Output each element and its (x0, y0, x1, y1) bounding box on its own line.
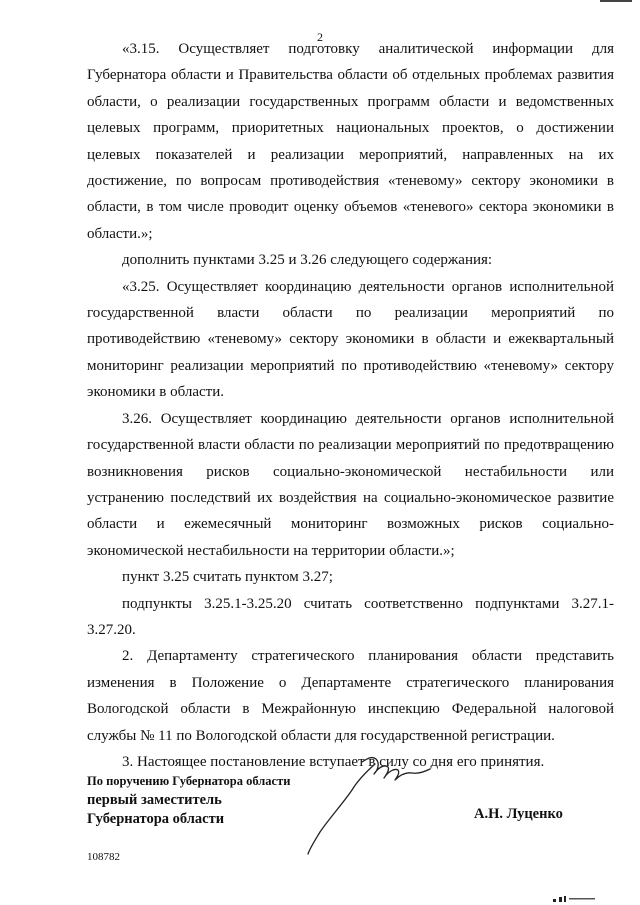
paragraph-3-15: «3.15. Осуществляет подготовку аналитической информации для Губернатора области и Правительства области об отдельных проблемах развития области, о реализации государственных программ области и ведомственных целевых программ, приоритетных национальных проектов, о достижении целевых показателей и реализации мероприятий, направленных на их достижение, по вопросам противодействия «теневому» сектору экономики в области, в том числе проводит оценку объемов «теневого» сектора экономики в области.»; (87, 41, 614, 242)
paragraph-supplement: дополнить пунктами 3.25 и 3.26 следующего содержания: (122, 252, 493, 269)
paragraph-renumber-subpoints: подпункты 3.25.1-3.25.20 считать соответственно подпунктами 3.27.1-3.27.20. (87, 595, 614, 638)
paragraph-2: 2. Департаменту стратегического планирования области представить изменения в Положение о Департаменте стратегического планирования Вологодской области в Межрайонную инспекцию Федеральной налоговой службы № 11 по Вологодской области для государственной регистрации. (87, 648, 614, 744)
signatory-line-1: По поручению Губернатора области (87, 774, 291, 788)
scan-mark (553, 896, 595, 902)
paragraph-3-25: «3.25. Осуществляет координацию деятельности органов исполнительной государственной власти области по реализации мероприятий по противодействию «теневому» сектору экономики в области и ежеквартальный мониторинг реализации мероприятий по противодействию «теневому» сектору экономики в области. (87, 278, 614, 401)
page-number: 2 (317, 30, 323, 44)
registration-number: 108782 (87, 851, 120, 863)
corner-mark (600, 0, 632, 2)
document-body (87, 36, 614, 775)
paragraph-3-26: 3.26. Осуществляет координацию деятельности органов исполнительной государственной власти области по реализации мероприятий по предотвращению возникновения рисков социально-экономической нестабильности или устранению последствий их воздействия на социально-экономическое развитие области и ежемесячный мониторинг возможных рисков социально-экономической нестабильности на территории области.»; (87, 410, 614, 559)
signatory-line-2: первый заместитель (87, 792, 222, 808)
signatory-title (87, 772, 290, 829)
handwritten-signature (300, 742, 450, 857)
paragraph-renumber-point: пункт 3.25 считать пунктом 3.27; (122, 569, 333, 586)
paragraph-3: 3. Настоящее постановление вступает в силу со дня его принятия. (122, 753, 545, 770)
signatory-line-3: Губернатора области (87, 811, 225, 827)
signatory-name: А.Н. Луценко (474, 806, 563, 822)
